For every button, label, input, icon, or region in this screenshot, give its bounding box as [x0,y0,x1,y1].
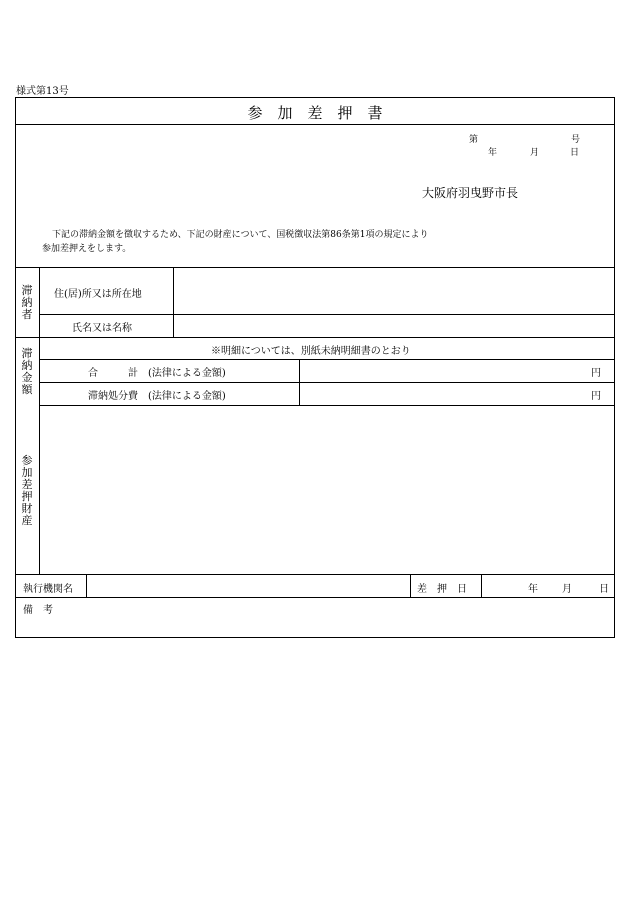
column-divider [299,359,300,405]
remarks-label: 備 考 [23,605,53,616]
column-divider [410,574,411,597]
name-label: 氏名又は名称 [72,323,132,334]
number-suffix: 号 [571,135,581,145]
body-text-line1: 下記の滞納金額を徴収するため、下記の財産について、国税徴収法第86条第1項の規定により [52,230,429,240]
property-field[interactable] [46,410,608,570]
amount-section-label: 滞納金額 [21,347,33,396]
total-unit: 円 [591,368,601,379]
row-divider [16,267,614,268]
row-divider [16,574,614,575]
body-text-line2: 参加差押えをします。 [42,244,132,254]
title-divider [16,124,614,125]
seizure-date-label: 差 押 日 [417,584,467,595]
row-divider [39,314,614,315]
seizure-date-year: 年 [528,584,538,595]
page-title: 参 加 差 押 書 [247,104,383,122]
seizure-date-day: 日 [599,584,609,595]
agency-label: 執行機関名 [23,584,73,595]
seizure-date-month: 月 [562,584,572,595]
fee-label: 滞納処分費 (法律による金額) [88,391,226,402]
label-column-divider [39,267,40,574]
column-divider [173,267,174,337]
form-number: 様式第13号 [16,86,69,97]
fee-unit: 円 [591,391,601,402]
property-section-label: 参加差押財産 [21,454,33,527]
date-day-label: 日 [570,148,580,158]
column-divider [86,574,87,597]
date-month-label: 月 [530,148,540,158]
row-divider [39,382,614,383]
seizure-form [15,97,615,638]
row-divider [39,405,614,406]
amount-note: ※明細については、別紙未納明細書のとおり [211,346,411,357]
column-divider [481,574,482,597]
delinquent-section-label: 滞納者 [21,284,33,321]
number-prefix: 第 [469,135,479,145]
issuer-name: 大阪府羽曳野市長 [422,186,519,200]
row-divider [16,337,614,338]
row-divider [39,359,614,360]
total-label: 合 計 (法律による金額) [88,368,226,379]
row-divider [16,597,614,598]
address-label: 住(居)所又は所在地 [54,289,142,300]
date-year-label: 年 [488,148,498,158]
